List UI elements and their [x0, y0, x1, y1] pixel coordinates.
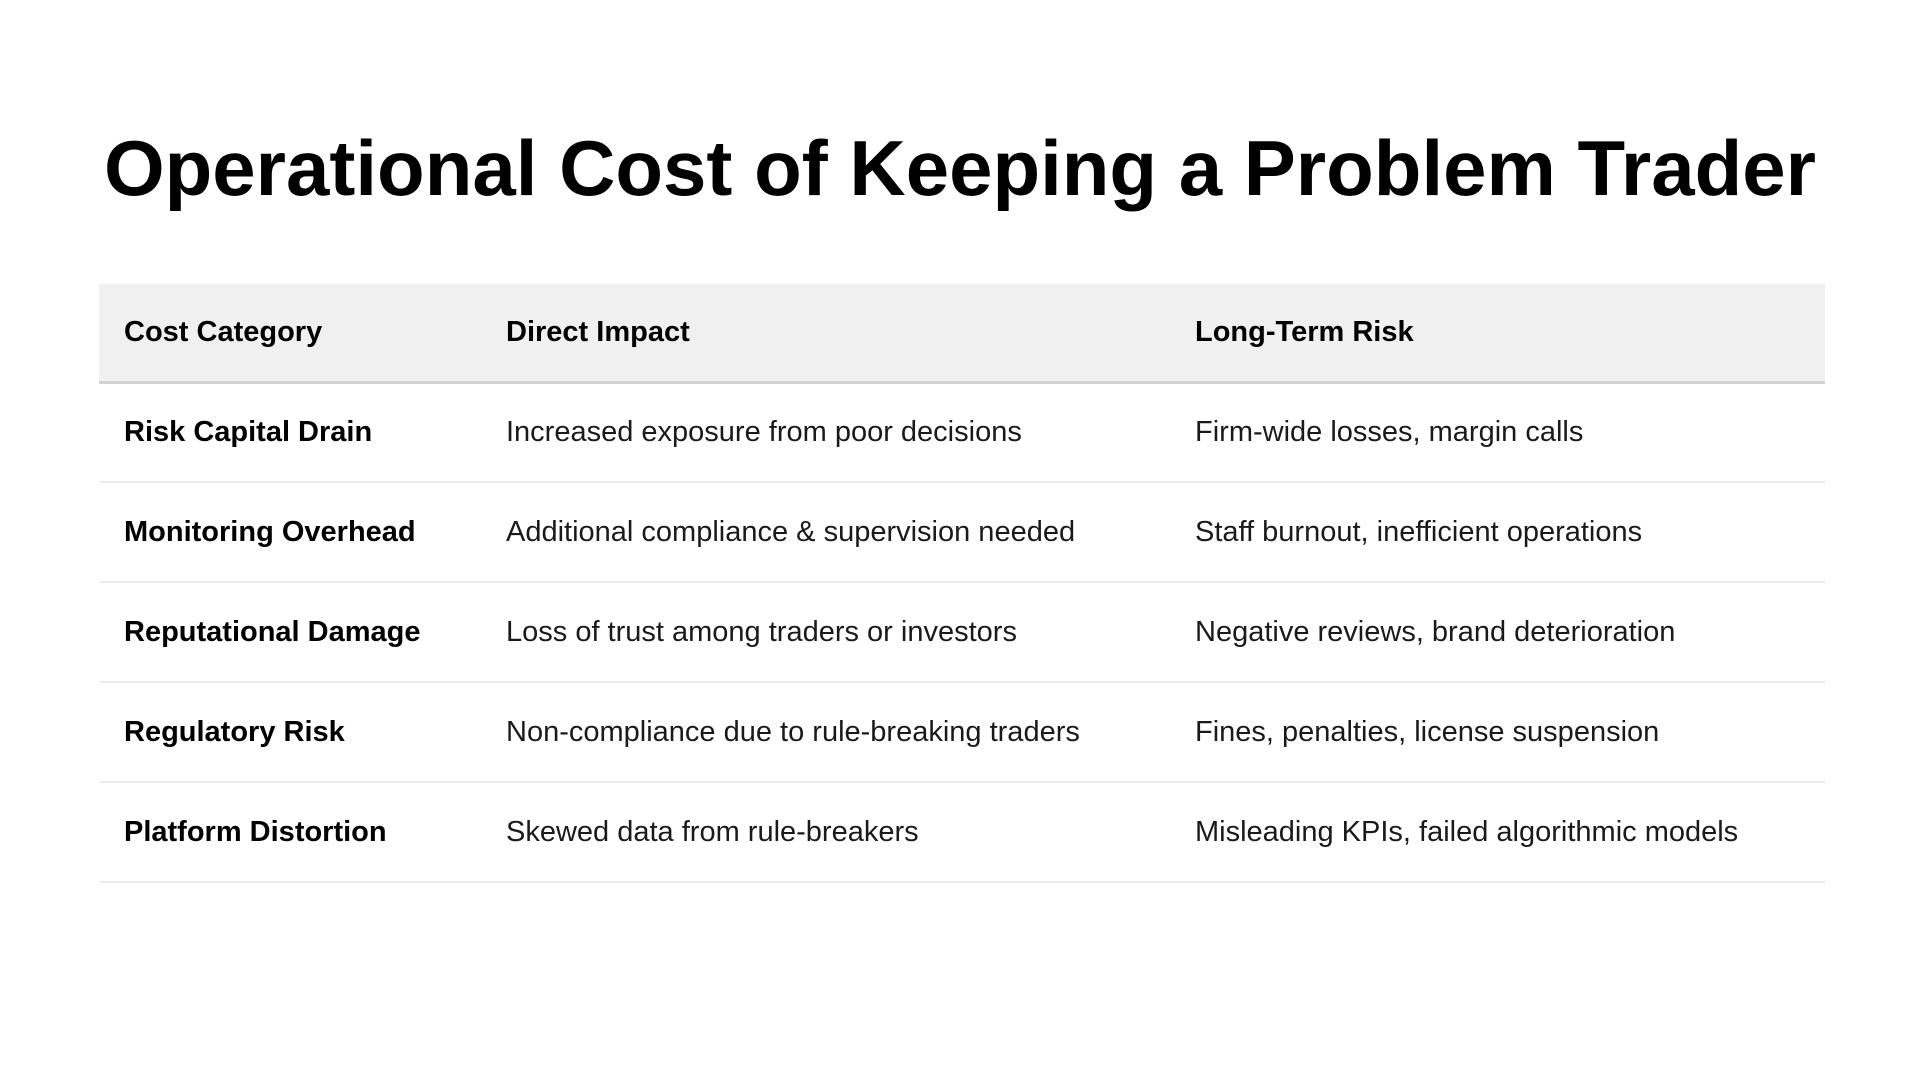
table-body — [99, 382, 1825, 882]
table-row — [99, 482, 1825, 582]
direct-impact-cell: Loss of trust among traders or investors — [481, 582, 1170, 682]
table-header — [99, 284, 1825, 382]
column-header-direct-impact: Direct Impact — [481, 284, 1170, 382]
cost-table — [99, 284, 1825, 883]
cost-category-cell: Risk Capital Drain — [99, 382, 481, 482]
table-row — [99, 682, 1825, 782]
direct-impact-cell: Non-compliance due to rule-breaking traders — [481, 682, 1170, 782]
table-row — [99, 382, 1825, 482]
long-term-risk-cell: Staff burnout, inefficient operations — [1170, 482, 1825, 582]
long-term-risk-cell: Misleading KPIs, failed algorithmic models — [1170, 782, 1825, 882]
column-header-cost-category: Cost Category — [99, 284, 481, 382]
column-header-long-term-risk: Long-Term Risk — [1170, 284, 1825, 382]
cost-category-cell: Platform Distortion — [99, 782, 481, 882]
long-term-risk-cell: Fines, penalties, license suspension — [1170, 682, 1825, 782]
long-term-risk-cell: Firm-wide losses, margin calls — [1170, 382, 1825, 482]
cost-category-cell: Monitoring Overhead — [99, 482, 481, 582]
page-title: Operational Cost of Keeping a Problem Trader — [103, 124, 1816, 212]
table-header-row — [99, 284, 1825, 382]
direct-impact-cell: Additional compliance & supervision needed — [481, 482, 1170, 582]
cost-category-cell: Regulatory Risk — [99, 682, 481, 782]
direct-impact-cell: Skewed data from rule-breakers — [481, 782, 1170, 882]
table-row — [99, 782, 1825, 882]
long-term-risk-cell: Negative reviews, brand deterioration — [1170, 582, 1825, 682]
direct-impact-cell: Increased exposure from poor decisions — [481, 382, 1170, 482]
table-row — [99, 582, 1825, 682]
cost-category-cell: Reputational Damage — [99, 582, 481, 682]
